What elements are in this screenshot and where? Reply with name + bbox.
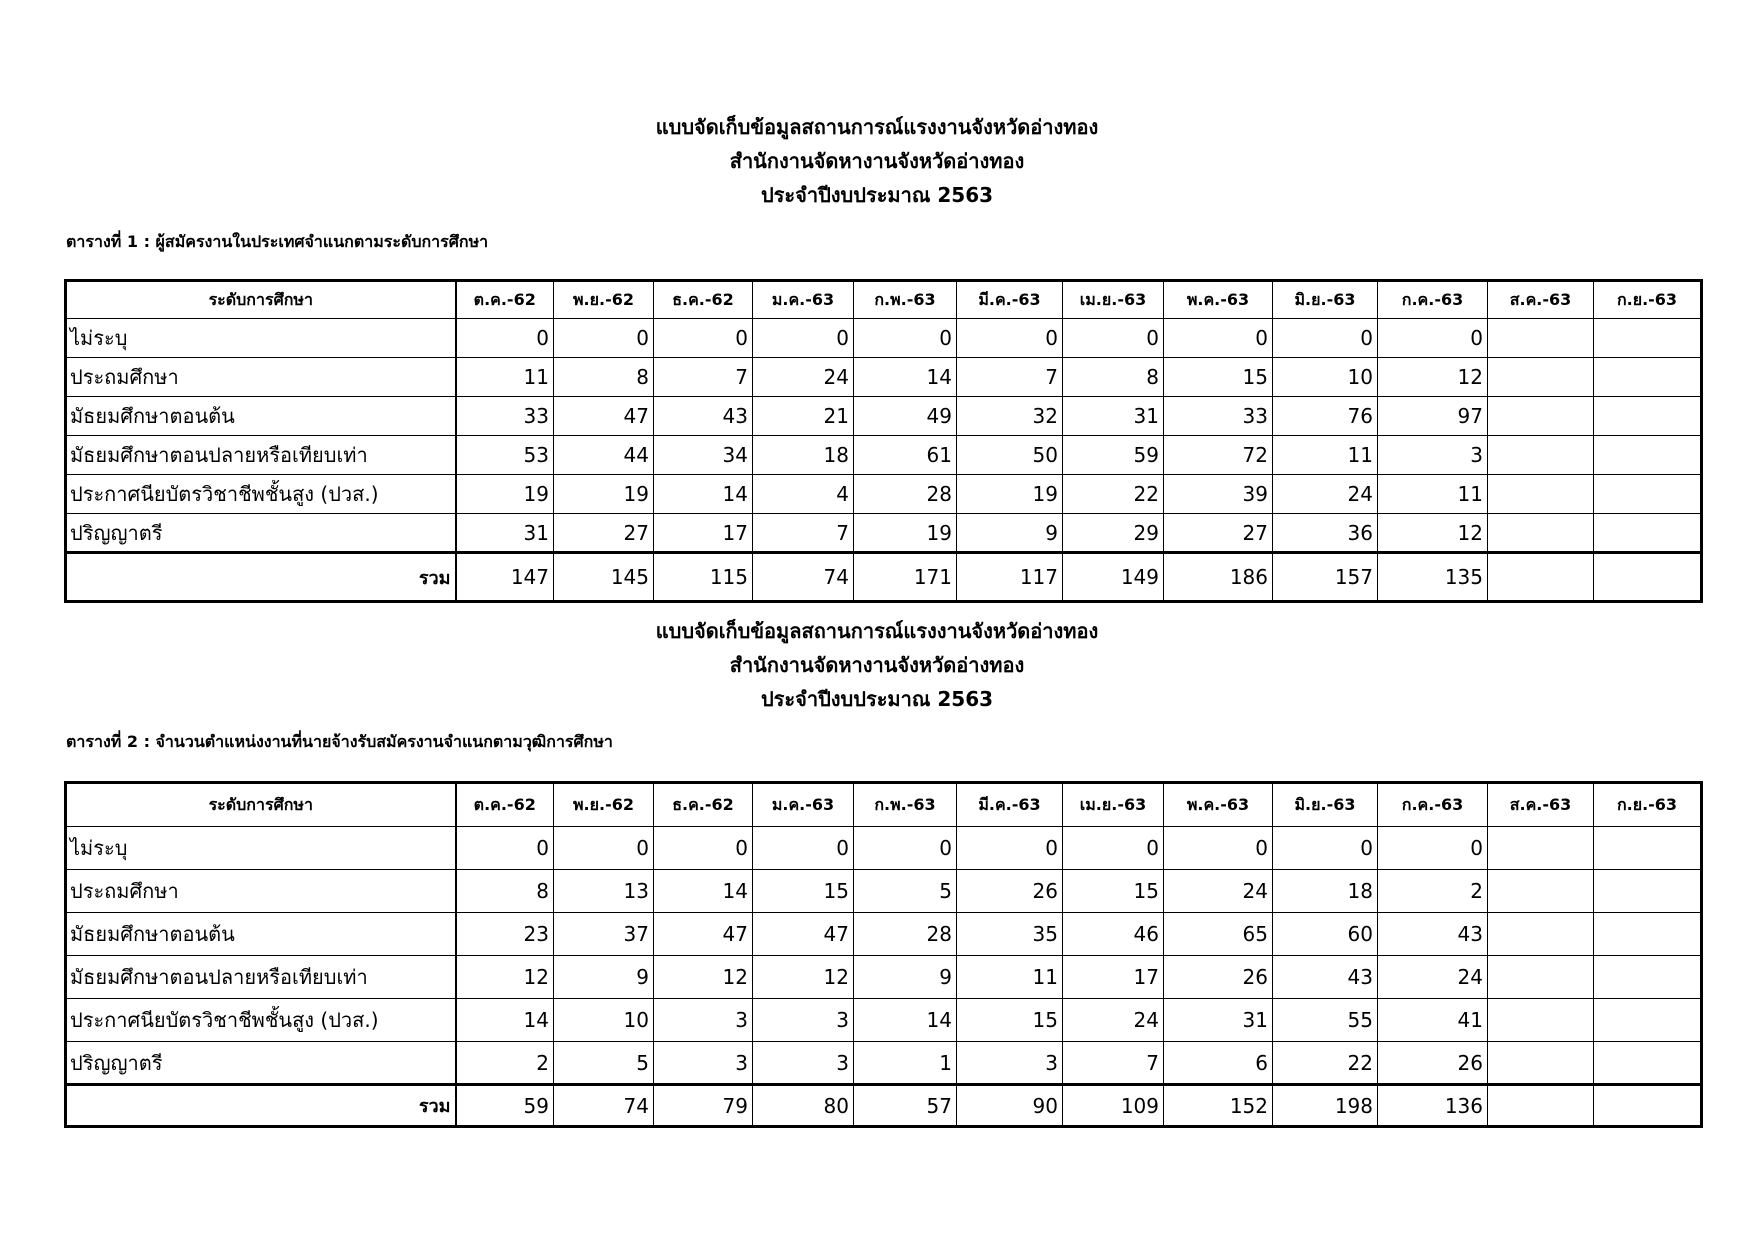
total-cell: 90 (957, 1085, 1063, 1127)
table-cell: 15 (1063, 870, 1164, 913)
table-cell: 0 (957, 319, 1063, 358)
table-cell: 31 (1164, 999, 1273, 1042)
table-cell: 12 (753, 956, 854, 999)
total-label: รวม (66, 553, 456, 602)
table-cell: 26 (1164, 956, 1273, 999)
table-cell: 19 (957, 475, 1063, 514)
table-cell (1594, 358, 1702, 397)
table-cell: 19 (456, 475, 554, 514)
table-cell: 11 (1273, 436, 1378, 475)
total-cell: 117 (957, 553, 1063, 602)
table-cell: 97 (1378, 397, 1488, 436)
table-cell: 47 (554, 397, 654, 436)
table-cell: 3 (753, 999, 854, 1042)
table-cell: 0 (1378, 827, 1488, 870)
table-cell: 0 (654, 827, 753, 870)
table-cell: 0 (456, 319, 554, 358)
table-cell: 14 (654, 475, 753, 514)
column-header-month: ส.ค.-63 (1488, 783, 1594, 827)
table-cell: 6 (1164, 1042, 1273, 1085)
table-cell: 11 (1378, 475, 1488, 514)
table-cell: 3 (753, 1042, 854, 1085)
total-cell: 79 (654, 1085, 753, 1127)
table-cell: 26 (1378, 1042, 1488, 1085)
table-cell: 61 (854, 436, 957, 475)
total-cell: 198 (1273, 1085, 1378, 1127)
column-header-month: ก.พ.-63 (854, 281, 957, 319)
table-cell: 14 (854, 358, 957, 397)
table-cell: 15 (753, 870, 854, 913)
table-cell: 33 (456, 397, 554, 436)
table-cell: 24 (1273, 475, 1378, 514)
table-cell (1488, 319, 1594, 358)
table-cell: 31 (1063, 397, 1164, 436)
table-cell: 65 (1164, 913, 1273, 956)
column-header-month: ก.ค.-63 (1378, 281, 1488, 319)
column-header-education-level: ระดับการศึกษา (66, 783, 456, 827)
table-cell (1594, 397, 1702, 436)
table-cell: 0 (957, 827, 1063, 870)
table-cell: 36 (1273, 514, 1378, 553)
table-cell: 7 (753, 514, 854, 553)
table-cell (1488, 870, 1594, 913)
total-cell: 186 (1164, 553, 1273, 602)
table-row (66, 827, 1702, 870)
table-cell (1488, 1042, 1594, 1085)
total-row (66, 553, 1702, 602)
total-cell: 152 (1164, 1085, 1273, 1127)
table-cell: 5 (854, 870, 957, 913)
table-cell: 33 (1164, 397, 1273, 436)
row-label: ประกาศนียบัตรวิชาชีพชั้นสูง (ปวส.) (66, 999, 456, 1042)
table-cell: 0 (1063, 827, 1164, 870)
total-cell: 149 (1063, 553, 1164, 602)
table-cell: 24 (753, 358, 854, 397)
row-label: ปริญญาตรี (66, 1042, 456, 1085)
total-cell: 59 (456, 1085, 554, 1127)
table-cell (1594, 1042, 1702, 1085)
row-label: ไม่ระบุ (66, 319, 456, 358)
table-cell (1488, 358, 1594, 397)
table-cell: 14 (854, 999, 957, 1042)
total-cell (1594, 1085, 1702, 1127)
table-cell: 10 (554, 999, 654, 1042)
table-cell: 11 (957, 956, 1063, 999)
total-cell: 74 (753, 553, 854, 602)
row-label: ปริญญาตรี (66, 514, 456, 553)
column-header-education-level: ระดับการศึกษา (66, 281, 456, 319)
table-row (66, 436, 1702, 475)
table-cell: 12 (1378, 514, 1488, 553)
table-cell: 14 (456, 999, 554, 1042)
table-1-job-applicants (64, 279, 1703, 603)
table-cell (1488, 999, 1594, 1042)
table-cell (1488, 397, 1594, 436)
table-cell (1594, 436, 1702, 475)
table-cell: 0 (554, 319, 654, 358)
table-cell: 7 (654, 358, 753, 397)
table-2-job-vacancies (64, 781, 1703, 1128)
table-cell: 47 (654, 913, 753, 956)
table-cell: 55 (1273, 999, 1378, 1042)
table-cell: 37 (554, 913, 654, 956)
table-cell: 0 (1063, 319, 1164, 358)
office-name: สำนักงานจัดหางานจังหวัดอ่างทอง (729, 653, 1025, 677)
total-cell (1488, 1085, 1594, 1127)
total-cell: 145 (554, 553, 654, 602)
table-cell: 0 (1164, 827, 1273, 870)
table-cell: 3 (1378, 436, 1488, 475)
column-header-month: ธ.ค.-62 (654, 281, 753, 319)
row-label: ไม่ระบุ (66, 827, 456, 870)
table-cell (1594, 870, 1702, 913)
table-cell: 50 (957, 436, 1063, 475)
table-cell: 22 (1063, 475, 1164, 514)
table-header-row (66, 783, 1702, 827)
table-cell: 2 (1378, 870, 1488, 913)
table-cell: 46 (1063, 913, 1164, 956)
table-cell: 0 (1164, 319, 1273, 358)
column-header-month: ม.ค.-63 (753, 783, 854, 827)
row-label: ประถมศึกษา (66, 870, 456, 913)
column-header-month: พ.ย.-62 (554, 281, 654, 319)
table-cell: 0 (1273, 319, 1378, 358)
table-cell: 18 (1273, 870, 1378, 913)
table-cell: 47 (753, 913, 854, 956)
table-row (66, 870, 1702, 913)
table-cell: 23 (456, 913, 554, 956)
table-cell: 19 (854, 514, 957, 553)
table-cell (1488, 827, 1594, 870)
total-cell: 80 (753, 1085, 854, 1127)
table-cell: 12 (456, 956, 554, 999)
table-cell: 3 (654, 999, 753, 1042)
table-cell: 76 (1273, 397, 1378, 436)
table-cell: 28 (854, 475, 957, 514)
table-cell: 21 (753, 397, 854, 436)
column-header-month: ต.ค.-62 (456, 783, 554, 827)
table-cell: 9 (854, 956, 957, 999)
table-cell: 43 (1273, 956, 1378, 999)
table-cell: 39 (1164, 475, 1273, 514)
table-cell: 19 (554, 475, 654, 514)
total-cell: 171 (854, 553, 957, 602)
table-1-caption: ตารางที่ 1 : ผู้สมัครงานในประเทศจำแนกตามระดับการศึกษา (66, 232, 489, 251)
table-cell: 34 (654, 436, 753, 475)
table-cell: 8 (554, 358, 654, 397)
table-cell: 24 (1164, 870, 1273, 913)
total-cell (1488, 553, 1594, 602)
column-header-month: ก.พ.-63 (854, 783, 957, 827)
table-cell: 29 (1063, 514, 1164, 553)
table-cell: 14 (654, 870, 753, 913)
table-cell: 43 (1378, 913, 1488, 956)
column-header-month: พ.ค.-63 (1164, 783, 1273, 827)
table-cell: 32 (957, 397, 1063, 436)
table-cell: 27 (1164, 514, 1273, 553)
table-cell: 0 (1273, 827, 1378, 870)
total-cell: 135 (1378, 553, 1488, 602)
table-cell (1594, 956, 1702, 999)
table-row (66, 1042, 1702, 1085)
table-cell: 17 (1063, 956, 1164, 999)
section-1-header (0, 110, 1754, 212)
table-row (66, 913, 1702, 956)
column-header-month: ธ.ค.-62 (654, 783, 753, 827)
column-header-month: เม.ย.-63 (1063, 281, 1164, 319)
total-cell: 147 (456, 553, 554, 602)
document-title: แบบจัดเก็บข้อมูลสถานการณ์แรงงานจังหวัดอ่างทอง (655, 619, 1099, 643)
table-cell: 44 (554, 436, 654, 475)
table-cell: 4 (753, 475, 854, 514)
table-cell (1594, 827, 1702, 870)
table-cell: 31 (456, 514, 554, 553)
table-cell: 12 (1378, 358, 1488, 397)
column-header-month: มิ.ย.-63 (1273, 783, 1378, 827)
total-cell: 57 (854, 1085, 957, 1127)
table-cell: 7 (1063, 1042, 1164, 1085)
table-cell: 53 (456, 436, 554, 475)
table-cell (1594, 475, 1702, 514)
table-cell: 35 (957, 913, 1063, 956)
table-cell: 0 (753, 827, 854, 870)
row-label: มัธยมศึกษาตอนปลายหรือเทียบเท่า (66, 436, 456, 475)
table-cell: 2 (456, 1042, 554, 1085)
table-header-row (66, 281, 1702, 319)
table-cell: 28 (854, 913, 957, 956)
total-cell: 157 (1273, 553, 1378, 602)
column-header-month: พ.ค.-63 (1164, 281, 1273, 319)
table-cell: 7 (957, 358, 1063, 397)
column-header-month: ต.ค.-62 (456, 281, 554, 319)
column-header-month: พ.ย.-62 (554, 783, 654, 827)
total-cell: 109 (1063, 1085, 1164, 1127)
table-cell: 41 (1378, 999, 1488, 1042)
row-label: มัธยมศึกษาตอนต้น (66, 397, 456, 436)
total-cell (1594, 553, 1702, 602)
section-2-header (0, 614, 1754, 716)
total-label: รวม (66, 1085, 456, 1127)
document-title: แบบจัดเก็บข้อมูลสถานการณ์แรงงานจังหวัดอ่างทอง (655, 115, 1099, 139)
table-row (66, 475, 1702, 514)
table-cell: 15 (1164, 358, 1273, 397)
table-cell: 11 (456, 358, 554, 397)
column-header-month: เม.ย.-63 (1063, 783, 1164, 827)
table-cell: 17 (654, 514, 753, 553)
table-cell: 5 (554, 1042, 654, 1085)
table-cell: 3 (957, 1042, 1063, 1085)
total-cell: 136 (1378, 1085, 1488, 1127)
office-name: สำนักงานจัดหางานจังหวัดอ่างทอง (729, 149, 1025, 173)
table-cell (1594, 999, 1702, 1042)
table-cell: 49 (854, 397, 957, 436)
table-cell: 60 (1273, 913, 1378, 956)
total-cell: 115 (654, 553, 753, 602)
table-cell (1488, 475, 1594, 514)
table-row (66, 514, 1702, 553)
table-cell: 3 (654, 1042, 753, 1085)
row-label: ประถมศึกษา (66, 358, 456, 397)
table-cell: 8 (1063, 358, 1164, 397)
table-cell: 59 (1063, 436, 1164, 475)
table-row (66, 319, 1702, 358)
table-cell: 1 (854, 1042, 957, 1085)
table-cell: 24 (1063, 999, 1164, 1042)
column-header-month: ส.ค.-63 (1488, 281, 1594, 319)
table-cell: 9 (957, 514, 1063, 553)
table-cell: 0 (854, 827, 957, 870)
table-cell (1488, 913, 1594, 956)
column-header-month: มี.ค.-63 (957, 783, 1063, 827)
table-cell (1488, 436, 1594, 475)
column-header-month: มี.ค.-63 (957, 281, 1063, 319)
table-cell: 72 (1164, 436, 1273, 475)
fiscal-year: ประจำปีงบประมาณ 2563 (760, 183, 994, 207)
row-label: ประกาศนียบัตรวิชาชีพชั้นสูง (ปวส.) (66, 475, 456, 514)
row-label: มัธยมศึกษาตอนต้น (66, 913, 456, 956)
table-cell: 0 (1378, 319, 1488, 358)
column-header-month: มิ.ย.-63 (1273, 281, 1378, 319)
table-row (66, 358, 1702, 397)
table-row (66, 999, 1702, 1042)
table-cell: 43 (654, 397, 753, 436)
table-cell: 0 (554, 827, 654, 870)
table-cell: 24 (1378, 956, 1488, 999)
total-cell: 74 (554, 1085, 654, 1127)
table-cell (1594, 319, 1702, 358)
column-header-month: ก.ค.-63 (1378, 783, 1488, 827)
table-cell: 18 (753, 436, 854, 475)
table-cell (1488, 956, 1594, 999)
table-cell: 13 (554, 870, 654, 913)
table-cell (1594, 913, 1702, 956)
table-cell: 8 (456, 870, 554, 913)
table-cell: 0 (654, 319, 753, 358)
table-cell: 0 (854, 319, 957, 358)
table-cell: 12 (654, 956, 753, 999)
total-row (66, 1085, 1702, 1127)
table-cell (1488, 514, 1594, 553)
table-cell: 22 (1273, 1042, 1378, 1085)
table-row (66, 956, 1702, 999)
table-2-caption: ตารางที่ 2 : จำนวนตำแหน่งงานที่นายจ้างรับสมัครงานจำแนกตามวุฒิการศึกษา (66, 732, 613, 751)
column-header-month: ก.ย.-63 (1594, 281, 1702, 319)
table-cell: 26 (957, 870, 1063, 913)
row-label: มัธยมศึกษาตอนปลายหรือเทียบเท่า (66, 956, 456, 999)
table-row (66, 397, 1702, 436)
table-cell (1594, 514, 1702, 553)
table-cell: 0 (456, 827, 554, 870)
table-cell: 27 (554, 514, 654, 553)
table-cell: 10 (1273, 358, 1378, 397)
table-cell: 0 (753, 319, 854, 358)
table-cell: 15 (957, 999, 1063, 1042)
column-header-month: ก.ย.-63 (1594, 783, 1702, 827)
column-header-month: ม.ค.-63 (753, 281, 854, 319)
table-cell: 9 (554, 956, 654, 999)
fiscal-year: ประจำปีงบประมาณ 2563 (760, 687, 994, 711)
